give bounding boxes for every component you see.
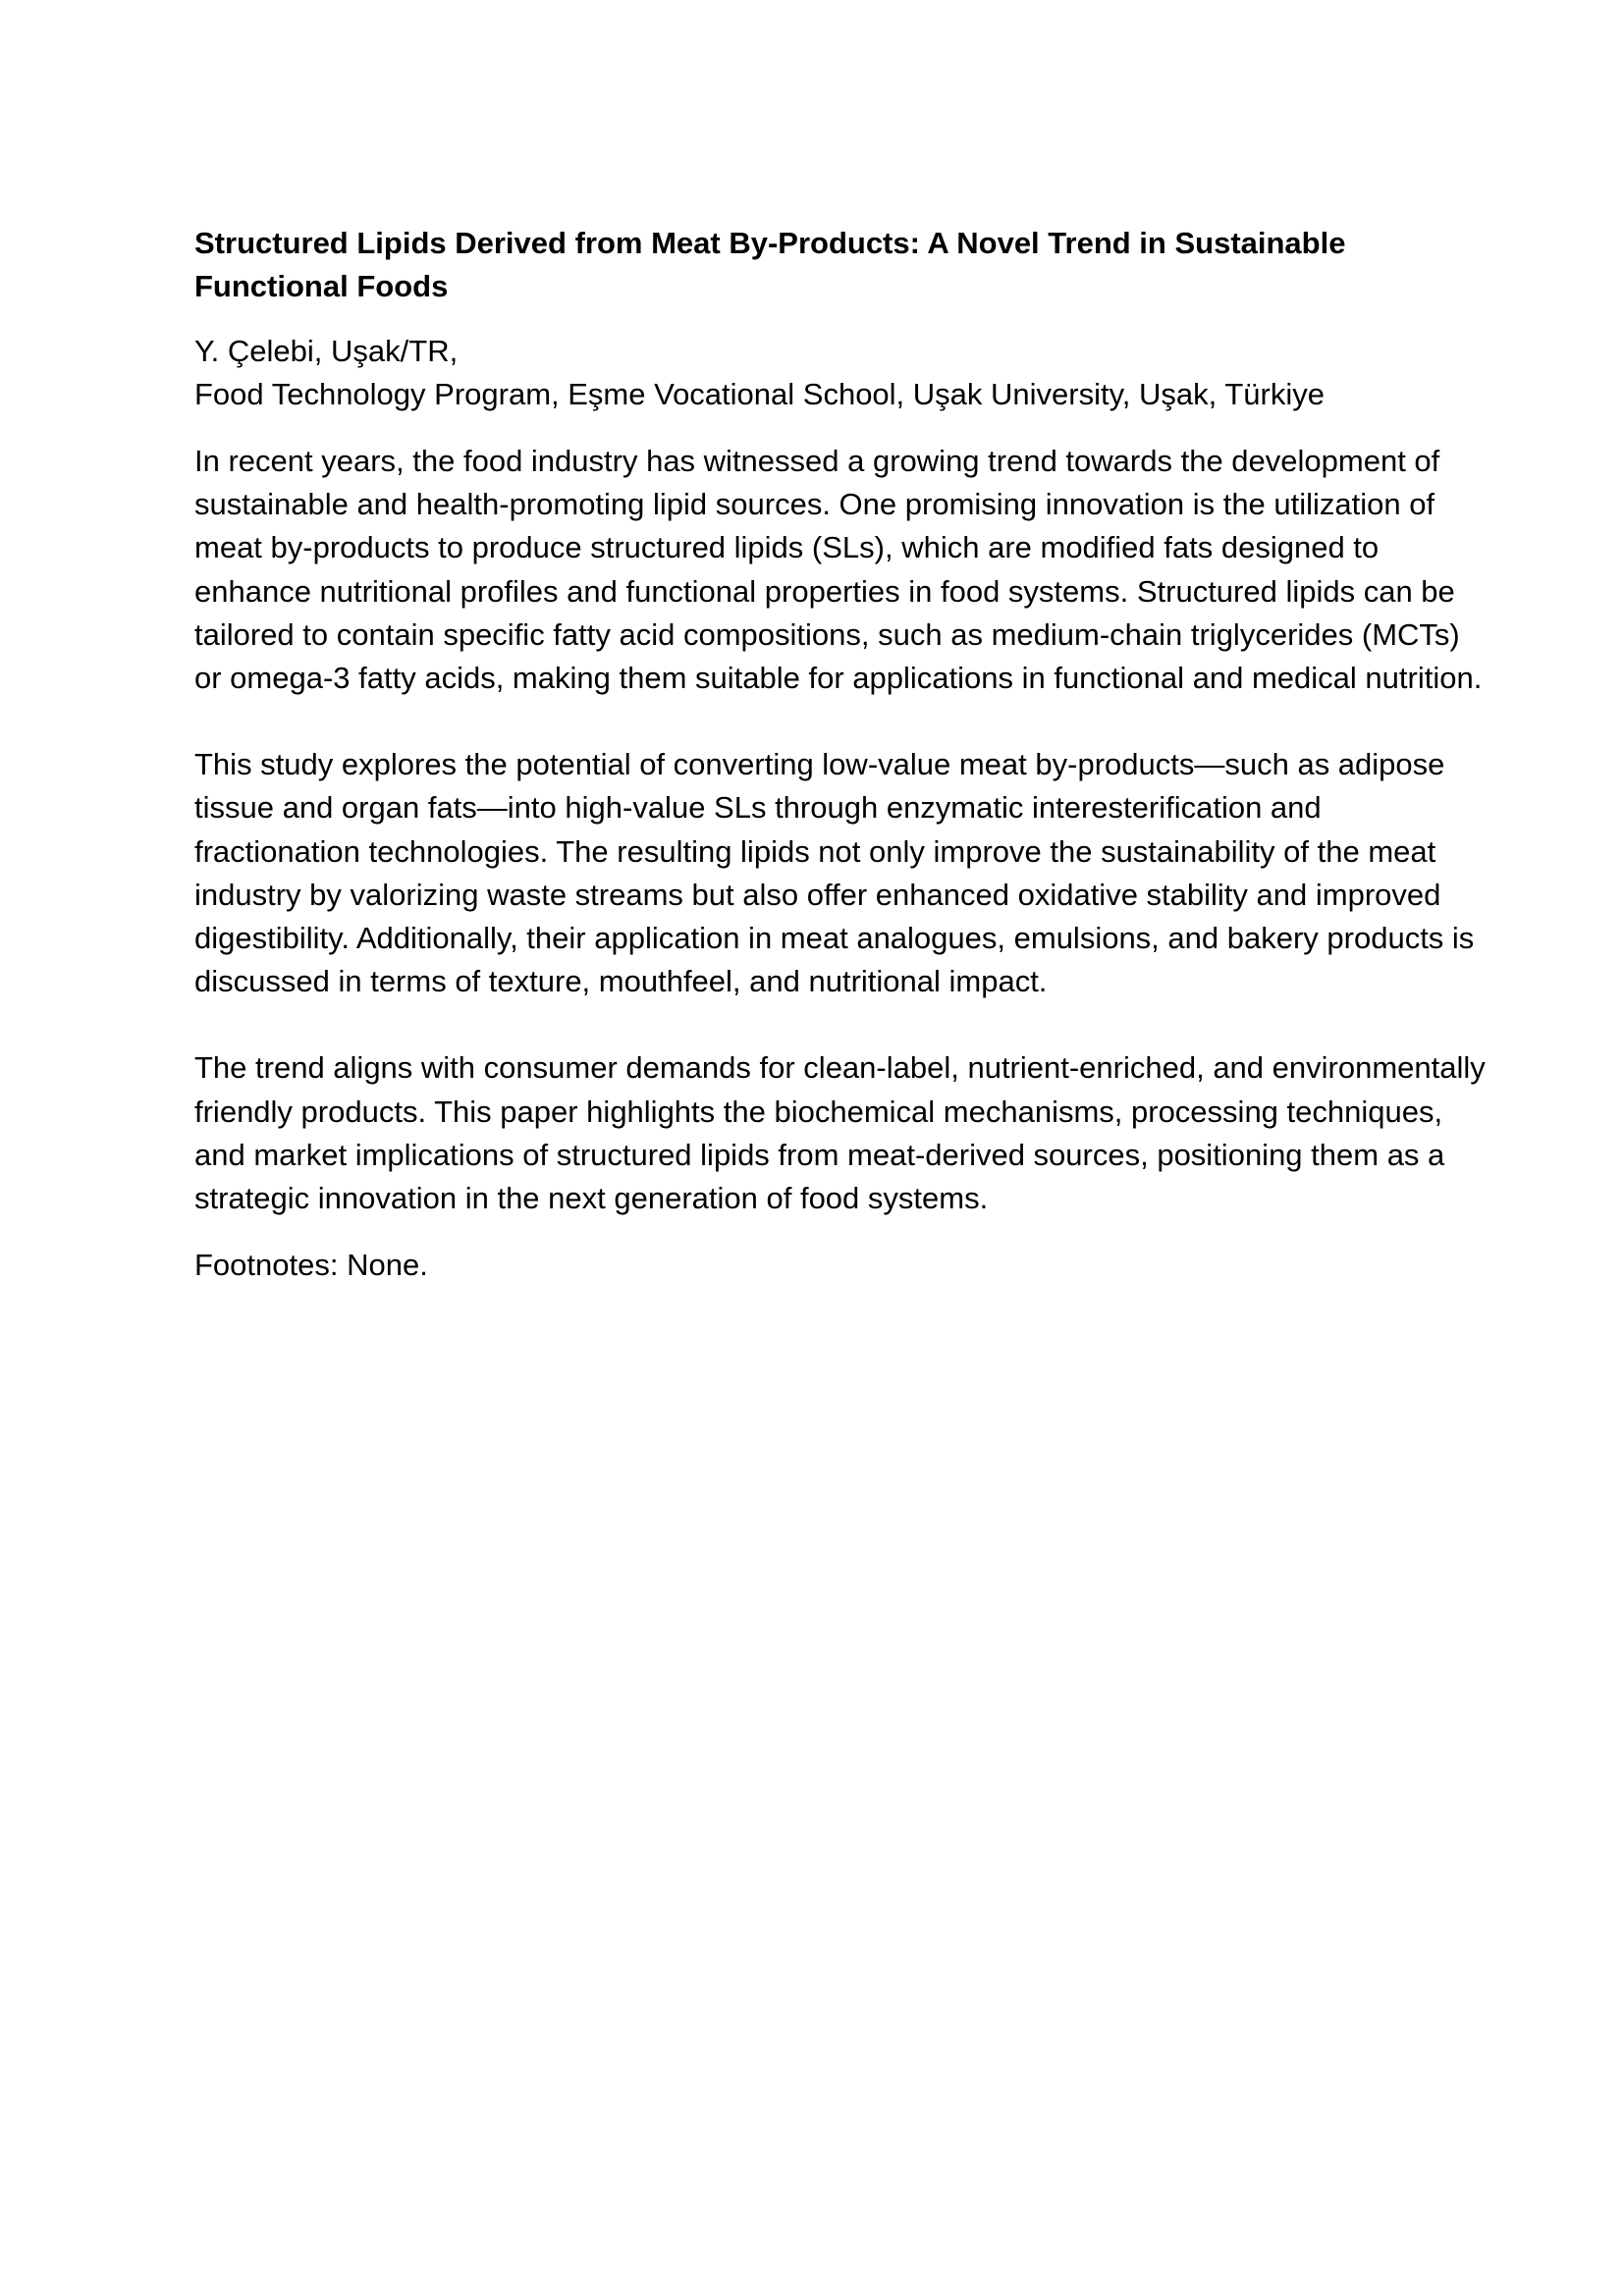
author-block — [194, 330, 1490, 416]
abstract-paragraph-2: This study explores the potential of converting low-value meat by-products—such as adipose tissue and organ fats—into high-value SLs through enzymatic interesterification and fractionation technologies. The resulting lipids not only improve the sustainability of the meat industry by valorizing waste streams but also offer enhanced oxidative stability and improved digestibility. Additionally, their application in meat analogues, emulsions, and bakery products is discussed in terms of texture, mouthfeel, and nutritional impact. — [194, 747, 1475, 999]
abstract-paragraph-3: The trend aligns with consumer demands for clean-label, nutrient-enriched, and environmentally friendly products. This paper highlights the biochemical mechanisms, processing techniques, and market implications of structured lipids from meat-derived sources, positioning them as a strategic innovation in the next generation of food systems. — [194, 1050, 1486, 1216]
author-affiliation: Food Technology Program, Eşme Vocational School, Uşak University, Uşak, Türkiye — [194, 377, 1325, 411]
abstract-paragraph-1: In recent years, the food industry has witnessed a growing trend towards the development of sustainable and health-promoting lipid sources. One promising innovation is the utilization of meat by-products to produce structured lipids (SLs), which are modified fats designed to enhance nutritional profiles and functional properties in food systems. Structured lipids can be tailored to contain specific fatty acid compositions, such as medium-chain triglycerides (MCTs) or omega-3 fatty acids, making them suitable for applications in functional and medical nutrition. — [194, 444, 1483, 696]
footnotes: Footnotes: None. — [194, 1248, 428, 1283]
author-name: Y. Çelebi, Uşak/TR, — [194, 334, 459, 368]
abstract-page — [194, 222, 1490, 1287]
paper-title: Structured Lipids Derived from Meat By-Products: A Novel Trend in Sustainable Functional Foods — [194, 226, 1346, 303]
